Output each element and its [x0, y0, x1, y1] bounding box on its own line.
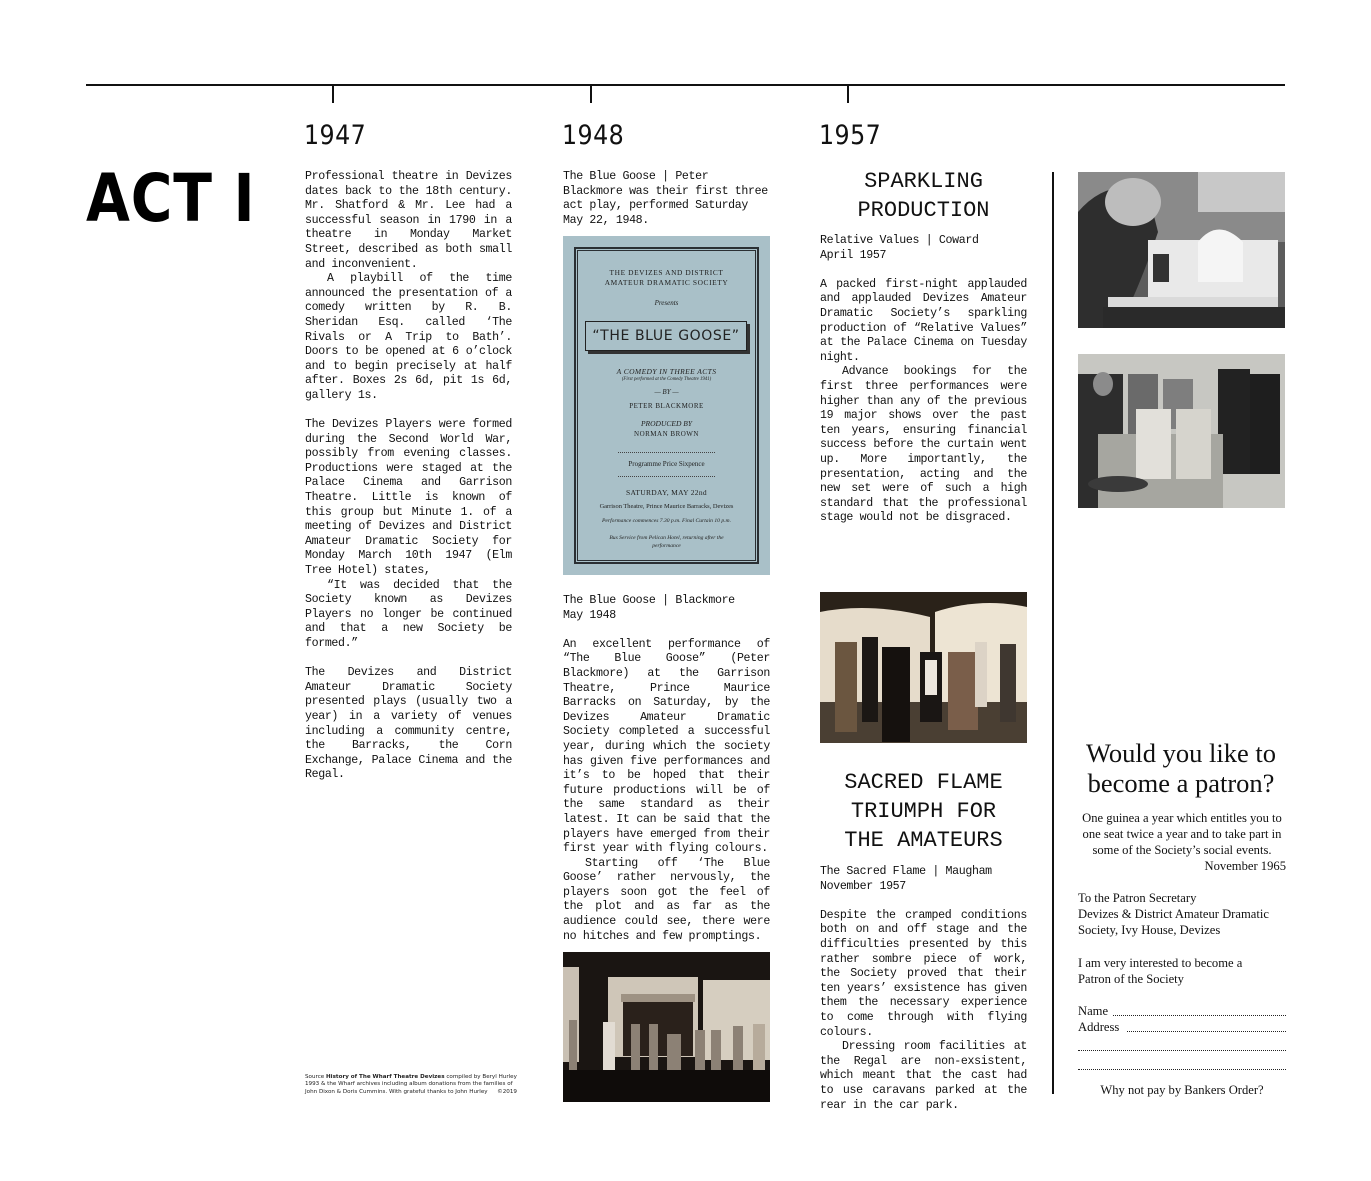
timeline-line — [86, 84, 1285, 86]
article-sacred-flame — [820, 865, 1027, 1113]
playbill-title: “THE BLUE GOOSE” — [585, 321, 747, 351]
paragraph: Dressing room facilities at the Regal are non-exsistent, which meant that the cast had to use caravans parked at the rear in the car park. — [820, 1040, 1027, 1112]
paragraph: Advance bookings for the first three performances were higher than any of the previous 19 major shows over the past ten years, ensuring financial success before the curtain went up. More importantly, the presentation, acting and the new set were of such a high standard that the professional stage would not be disgraced. — [820, 365, 1027, 525]
playbill-dots — [618, 476, 715, 477]
year-1947: 1947 — [304, 120, 367, 151]
playbill-times: Performance commences 7.30 p.m. Final Curtain 10 p.m. — [602, 518, 731, 524]
source-copyright: ©2019 — [497, 1088, 517, 1095]
address-label: Address — [1078, 1020, 1120, 1034]
name-label: Name — [1078, 1004, 1109, 1018]
playbill-producer: NORMAN BROWN — [634, 430, 699, 438]
playbill-date: SATURDAY, MAY 22nd — [626, 488, 707, 497]
review-1948 — [563, 594, 770, 944]
timeline-tick-1947 — [332, 85, 334, 103]
playbill-first-performed: (First performed at the Comedy Theatre 1941) — [621, 377, 712, 382]
caravan-photo-graphic — [820, 592, 1027, 743]
stage-photo — [563, 952, 770, 1102]
paragraph: A playbill of the time announced the presentation of a comedy written by R. B. Sheridan Esq. called ‘The Rivals or A Trip to Bath’. Doors to be opened at 6 o’clock and to begin precisely at half after. Boxes 2s 6d, pit 1s 6d, gallery 1s. — [305, 272, 512, 402]
playbill-presents: Presents — [654, 299, 679, 307]
group-photo-graphic — [1078, 354, 1285, 508]
playbill-produced-by: PRODUCED BY — [640, 419, 693, 428]
paragraph: The Devizes Players were formed during the Second World War, possibly from evening classes. Productions were staged at the Palace Cinema and Garrison Theatre. Little is known of this group but Minute 1. of a meeting of Devizes and District Amateur Dramatic Society for Monday March 10th 1947 (Elm Tree Hotel) states, — [305, 418, 512, 578]
address-field[interactable] — [1127, 1031, 1286, 1032]
interest-line: I am very interested to become a — [1078, 956, 1243, 970]
stage-photo-graphic — [563, 952, 770, 1102]
paragraph: A packed first-night applauded and applauded Devizes Amateur Dramatic Society’s sparkling production of “Relative Values” at the Palace Cinema on Tuesday night. — [820, 277, 1027, 364]
headline-line: SACRED FLAME — [844, 770, 1003, 795]
playbill-price: Programme Price Sixpence — [628, 460, 705, 468]
play-title: The Sacred Flame | Maugham — [820, 865, 992, 878]
paragraph: An excellent performance of “The Blue Goose” (Peter Blackmore) at the Garrison Theatre, Prince Maurice Barracks on Saturday, by the Devizes Amateur Dramatic Society completed a successful year, during which the society has given five performances and it’s to be hoped that their future productions will be of the same standard as their latest. It can be said that the players have emerged from their first year with flying colours. — [563, 637, 770, 856]
paragraph: Starting off ‘The Blue Goose’ rather nervously, the players soon got the feel of the plot and as far as the audience could see, there were no hitches and few promptings. — [563, 856, 770, 943]
playbill-bus — [563, 534, 770, 550]
intro-1948: The Blue Goose | Peter Blackmore was their first three act play, performed Saturday May 22, 1948. — [563, 170, 768, 227]
quote-paragraph: “It was decided that the Society known as Devizes Players no longer be continued and that a new Society be formed.” — [305, 578, 512, 650]
play-date: November 1957 — [820, 879, 906, 893]
timeline-tick-1948 — [590, 85, 592, 103]
play-date: April 1957 — [820, 248, 887, 262]
year-1948: 1948 — [562, 120, 625, 151]
source-book: History of The Wharf Theatre Devizes — [326, 1074, 445, 1080]
article-relative-values — [820, 234, 1027, 526]
paragraph: The Devizes and District Amateur Dramatic Society presented plays (usually two a year) in a variety of venues including a community centre, the Barracks, the Corn Exchange, Palace Cinema and the Regal. — [305, 666, 512, 782]
column-1947 — [305, 170, 512, 783]
playbill-society — [563, 268, 770, 288]
playbill-subtitle: A COMEDY IN THREE ACTS — [616, 367, 717, 376]
patron-address — [1078, 890, 1286, 938]
patron-title-line: become a patron? — [1087, 768, 1275, 798]
patron-title — [1076, 738, 1286, 798]
playbill-society-line: AMATEUR DRAMATIC SOCIETY — [604, 278, 729, 287]
review-date: May 1948 — [563, 608, 616, 622]
headline-line: PRODUCTION — [857, 198, 990, 223]
source-prefix: Source — [305, 1074, 326, 1080]
timeline-tick-1957 — [847, 85, 849, 103]
playbill-dots — [618, 452, 715, 453]
paragraph: Despite the cramped conditions both on and off stage and the difficulties presented by this rather sombre piece of work, the Society proved that their ten years’ exsistence has given them the necessary experience to come through with flying colours. — [820, 908, 1027, 1039]
patron-interest — [1078, 955, 1286, 987]
headline-sacred-flame — [820, 768, 1027, 855]
headline-sparkling-production — [820, 167, 1027, 225]
patron-title-line: Would you like to — [1086, 738, 1276, 768]
patron-form — [1078, 1003, 1286, 1070]
patron-offer — [1078, 810, 1286, 874]
play-title: Relative Values | Coward — [820, 234, 979, 247]
column-divider — [1052, 172, 1054, 1094]
act-title: ACT I — [86, 160, 256, 237]
address-line: To the Patron Secretary — [1078, 891, 1197, 905]
review-title: The Blue Goose | Blackmore — [563, 594, 735, 607]
headline-line: THE AMATEURS — [844, 828, 1003, 853]
model-set-photo-graphic — [1078, 172, 1285, 328]
address-field-row — [1078, 1019, 1286, 1035]
headline-line: TRIUMPH FOR — [850, 799, 997, 824]
model-set-photo — [1078, 172, 1285, 328]
source-rest: compiled by Beryl Hurley 1993 & the Wharf archives including album donations from the families of John Dixon & Doris Cummins. With grateful thanks to John Hurley — [305, 1074, 517, 1095]
playbill-bus-line: Bus Service from Pelican Hotel, returning after the — [609, 535, 724, 541]
address-field-line3[interactable] — [1078, 1054, 1286, 1070]
address-line: Society, Ivy House, Devizes — [1078, 923, 1221, 937]
playbill-author: PETER BLACKMORE — [629, 402, 704, 410]
interest-line: Patron of the Society — [1078, 972, 1184, 986]
playbill-bus-line: performance — [652, 543, 681, 549]
caravan-photo — [820, 592, 1027, 743]
headline-line: SPARKLING — [864, 169, 983, 194]
patron-offer-text: One guinea a year which entitles you to one seat twice a year and to take part in some of the Society’s social events. — [1082, 811, 1282, 857]
bankers-order: Why not pay by Bankers Order? — [1100, 1083, 1264, 1097]
patron-offer-date: November 1965 — [1204, 859, 1286, 873]
paragraph: Professional theatre in Devizes dates back to the 18th century. Mr. Shatford & Mr. Lee had a successful season in 1790 in a theatre in Monday Market Street, described as both small and inconvenient. — [305, 170, 512, 271]
playbill-society-line: THE DEVIZES AND DISTRICT — [609, 268, 724, 277]
source-credit — [305, 1074, 517, 1096]
address-line: Devizes & District Amateur Dramatic — [1078, 907, 1269, 921]
name-field[interactable] — [1113, 1015, 1286, 1016]
address-field-line2[interactable] — [1078, 1035, 1286, 1051]
playbill-image — [563, 236, 770, 575]
playbill-by: — BY — — [654, 388, 679, 396]
name-field-row — [1078, 1003, 1286, 1019]
year-1957: 1957 — [819, 120, 882, 151]
playbill-venue: Garrison Theatre, Prince Maurice Barracks, Devizes — [599, 503, 734, 510]
group-photo — [1078, 354, 1285, 508]
